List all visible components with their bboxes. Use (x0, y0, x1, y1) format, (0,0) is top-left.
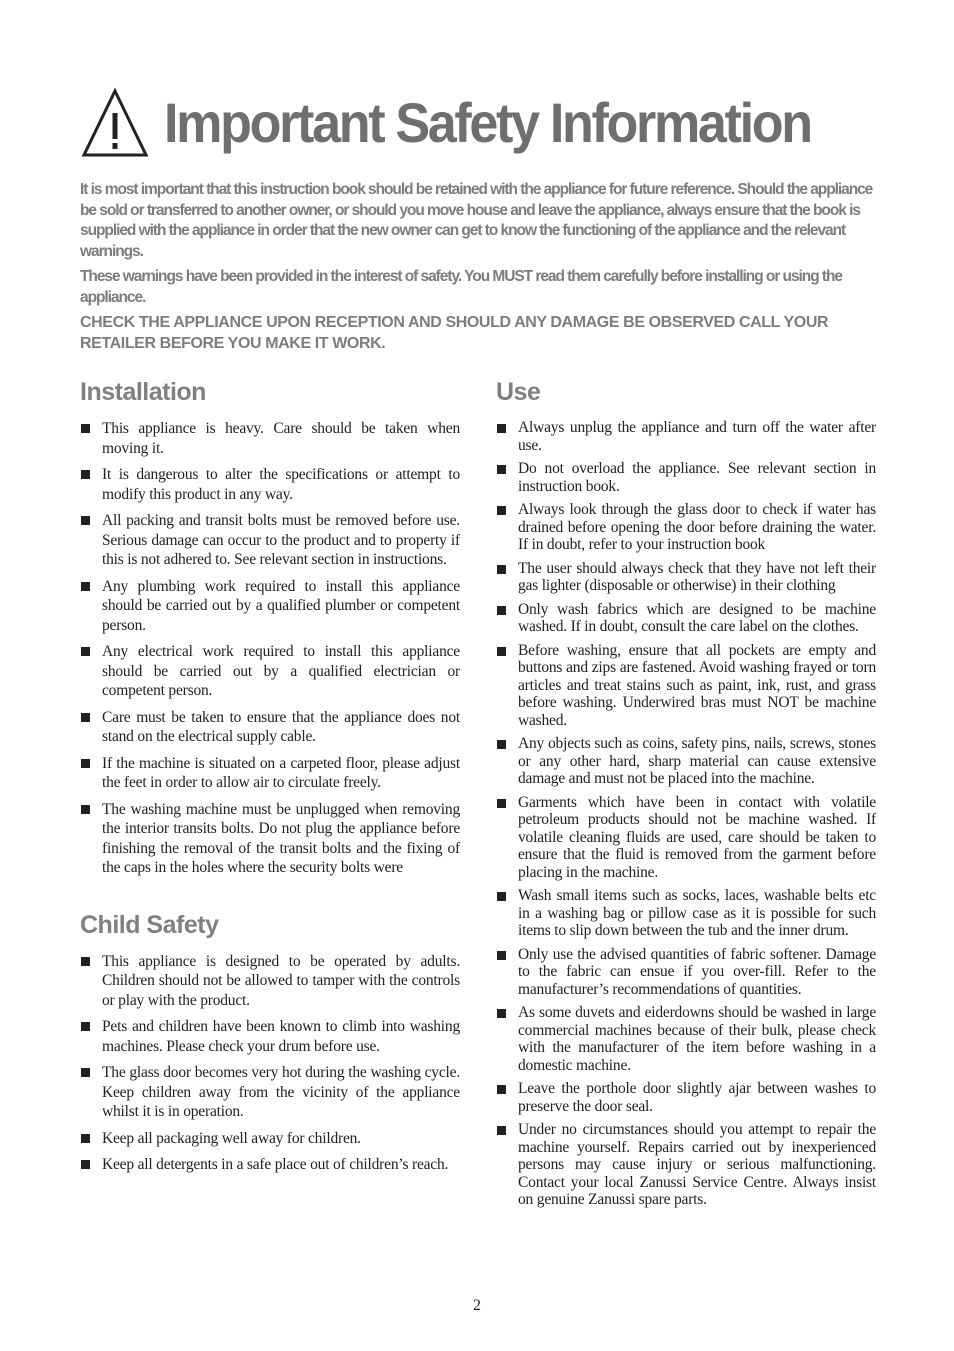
square-bullet-icon (81, 470, 90, 479)
square-bullet-icon (81, 713, 90, 722)
list-item: Do not overload the appliance. See relevant section in instruction book. (496, 460, 876, 495)
intro-paragraph: It is most important that this instruction book should be retained with the appliance for future reference. Should the appliance be sold or transferred to another owner, or should you move house and leave the appliance, always ensure that the book is supplied with the appliance in order that the new owner can get to know the functioning of the appliance and the relevant warnings. (80, 181, 873, 260)
list-item: Pets and children have been known to climb into washing machines. Please check your drum before use. (80, 1017, 460, 1056)
list-item: Only wash fabrics which are designed to be machine washed. If in doubt, consult the care label on the clothes. (496, 601, 876, 636)
list-item: The user should always check that they have not left their gas lighter (disposable or otherwise) in their clothing (496, 560, 876, 595)
child-safety-list (80, 952, 460, 1175)
square-bullet-icon (497, 799, 506, 808)
list-item: Always unplug the appliance and turn off the water after use. (496, 419, 876, 454)
list-item: Garments which have been in contact with volatile petroleum products should not be machine washed. If volatile cleaning fluids are used, care should be taken to ensure that the fluid is removed from the garment before placing in the machine. (496, 794, 876, 882)
square-bullet-icon (81, 424, 90, 433)
intro-paragraph: These warnings have been provided in the interest of safety. You MUST read them carefully before installing or using the appliance. (80, 268, 842, 306)
child-safety-heading: Child Safety (80, 910, 219, 939)
list-item: This appliance is designed to be operated by adults. Children should not be allowed to tamper with the controls or play with the product. (80, 952, 460, 1011)
square-bullet-icon (497, 465, 506, 474)
square-bullet-icon (497, 647, 506, 656)
list-item: As some duvets and eiderdowns should be washed in large commercial machines because of their bulk, please check with the manufacturer of the item before washing in a domestic machine. (496, 1004, 876, 1074)
square-bullet-icon (81, 516, 90, 525)
list-item: Under no circumstances should you attempt to repair the machine yourself. Repairs carried out by inexperienced persons may cause injury or serious malfunctioning. Contact your local Zanussi Service Centre. Always insist on genuine Zanussi spare parts. (496, 1121, 876, 1209)
square-bullet-icon (81, 1022, 90, 1031)
square-bullet-icon (81, 1068, 90, 1077)
list-item: Keep all packaging well away for children. (80, 1129, 460, 1149)
square-bullet-icon (81, 957, 90, 966)
installation-heading: Installation (80, 378, 206, 406)
left-column (80, 378, 460, 1182)
list-item: Keep all detergents in a safe place out of children’s reach. (80, 1155, 460, 1175)
square-bullet-icon (497, 951, 506, 960)
page-header (80, 82, 859, 162)
use-heading: Use (496, 378, 541, 406)
page-title: Important Safety Information (164, 90, 811, 154)
list-item: Before washing, ensure that all pockets are empty and buttons and zips are fastened. Avoid washing frayed or torn articles and treat stains such as paint, ink, rust, and grass before washing. Underwired bras must NOT be machine washed. (496, 642, 876, 730)
square-bullet-icon (497, 1085, 506, 1094)
square-bullet-icon (497, 606, 506, 615)
list-item: Always look through the glass door to check if water has drained before opening the door before draining the water. If in doubt, refer to your instruction book (496, 501, 876, 554)
square-bullet-icon (497, 1009, 506, 1018)
list-item: Any plumbing work required to install this appliance should be carried out by a qualified plumber or competent person. (80, 577, 460, 636)
section-spacer (80, 885, 460, 911)
list-item: Wash small items such as socks, laces, washable belts etc in a washing bag or pillow case as it is possible for such items to slip down between the tub and the inner drum. (496, 887, 876, 940)
square-bullet-icon (81, 805, 90, 814)
square-bullet-icon (497, 892, 506, 901)
square-bullet-icon (497, 740, 506, 749)
list-item: Any electrical work required to install this appliance should be carried out by a qualified electrician or competent person. (80, 642, 460, 701)
list-item: Care must be taken to ensure that the appliance does not stand on the electrical supply cable. (80, 708, 460, 747)
square-bullet-icon (81, 759, 90, 768)
warning-triangle-icon (80, 85, 150, 159)
list-item: Only use the advised quantities of fabric softener. Damage to the fabric can ensue if you over-fill. Refer to the manufacturer’s recommendations of quantities. (496, 946, 876, 999)
square-bullet-icon (81, 1160, 90, 1169)
square-bullet-icon (81, 1134, 90, 1143)
installation-list (80, 419, 460, 878)
list-item: All packing and transit bolts must be removed before use. Serious damage can occur to the product and to property if this is not adhered to. See relevant section in instructions. (80, 511, 460, 570)
square-bullet-icon (497, 506, 506, 515)
list-item: The washing machine must be unplugged when removing the interior transits bolts. Do not plug the appliance before finishing the removal of the transit bolts and the fixing of the caps in the holes where the security bolts were (80, 800, 460, 878)
square-bullet-icon (497, 1126, 506, 1135)
square-bullet-icon (497, 565, 506, 574)
page-number: 2 (473, 1297, 481, 1314)
intro-warning: CHECK THE APPLIANCE UPON RECEPTION AND SHOULD ANY DAMAGE BE OBSERVED CALL YOUR RETAILER BEFORE YOU MAKE IT WORK. (80, 314, 829, 352)
list-item: It is dangerous to alter the specifications or attempt to modify this product in any way. (80, 465, 460, 504)
list-item: Leave the porthole door slightly ajar between washes to preserve the door seal. (496, 1080, 876, 1115)
list-item: This appliance is heavy. Care should be taken when moving it. (80, 419, 460, 458)
list-item: If the machine is situated on a carpeted floor, please adjust the feet in order to allow air to circulate freely. (80, 754, 460, 793)
intro-block (80, 180, 876, 359)
square-bullet-icon (497, 424, 506, 433)
list-item: Any objects such as coins, safety pins, nails, screws, stones or any other hard, sharp material can cause extensive damage and must not be placed into the machine. (496, 735, 876, 788)
square-bullet-icon (81, 647, 90, 656)
use-list (496, 419, 876, 1209)
square-bullet-icon (81, 582, 90, 591)
right-column (496, 378, 876, 1215)
list-item: The glass door becomes very hot during the washing cycle. Keep children away from the vicinity of the appliance whilst it is in operation. (80, 1063, 460, 1122)
